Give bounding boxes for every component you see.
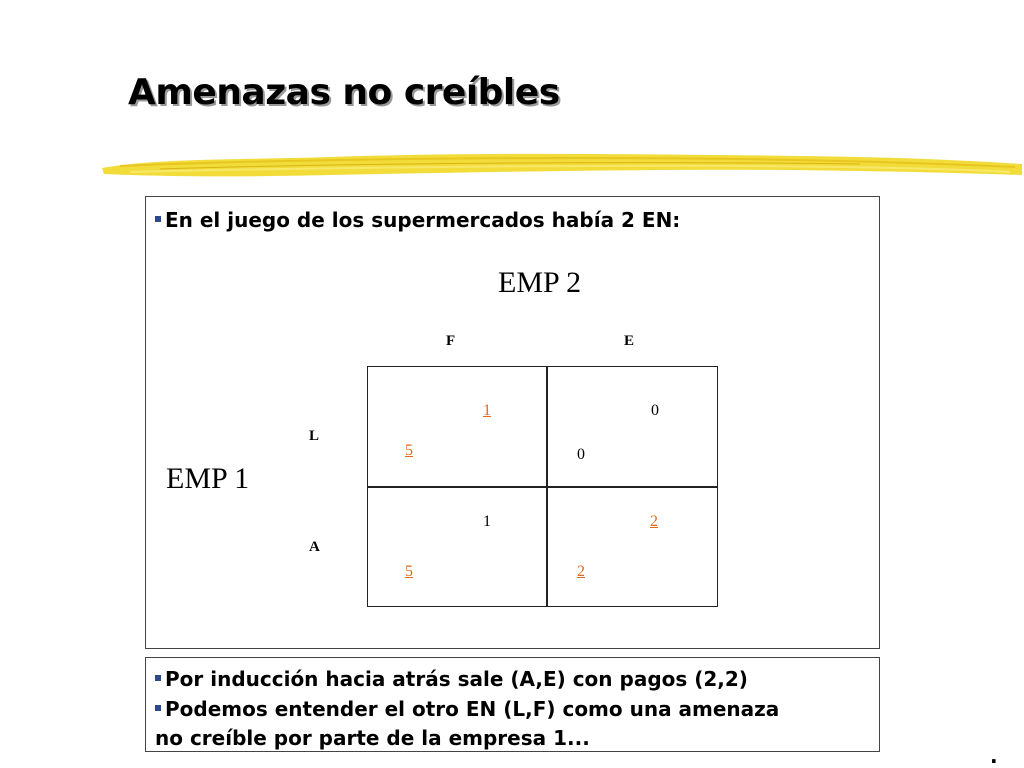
payoff-af-p1: 5 — [405, 563, 413, 580]
trailing-mark: . — [990, 744, 998, 768]
conclusion-bullet-2-text: Podemos entender el otro EN (L,F) como una amenaza — [165, 697, 780, 721]
payoff-matrix — [367, 366, 718, 607]
conclusion-bullet-2 — [155, 697, 779, 721]
payoff-af-p2: 1 — [483, 513, 491, 530]
intro-bullet-text: En el juego de los supermercados había 2 EN: — [165, 208, 681, 232]
col-label-f: F — [446, 333, 456, 349]
payoff-le-p2: 0 — [651, 402, 659, 419]
row-label-a: A — [309, 539, 320, 555]
payoff-lf-p1: 5 — [405, 442, 413, 459]
player-col-label: EMP 2 — [498, 266, 582, 299]
bullet-square-icon — [155, 705, 161, 711]
payoff-ae-p1: 2 — [577, 563, 585, 580]
intro-bullet — [155, 208, 680, 232]
slide-title: Amenazas no creíbles — [128, 72, 560, 113]
conclusion-bullet-2-continuation: no creíble por parte de la empresa 1... — [155, 726, 590, 750]
payoff-le-p1: 0 — [577, 446, 585, 463]
payoff-lf-p2: 1 — [483, 402, 491, 419]
bullet-square-icon — [155, 216, 161, 222]
row-label-l: L — [309, 428, 320, 444]
yellow-brush-underline — [100, 148, 1024, 188]
payoff-ae-p2: 2 — [650, 513, 658, 530]
matrix-horizontal-divider — [368, 486, 717, 488]
col-label-e: E — [624, 333, 635, 349]
bullet-square-icon — [155, 675, 161, 681]
conclusion-bullet-1-text: Por inducción hacia atrás sale (A,E) con pagos (2,2) — [165, 667, 748, 691]
conclusion-bullet-1 — [155, 667, 748, 691]
player-row-label: EMP 1 — [166, 462, 250, 495]
